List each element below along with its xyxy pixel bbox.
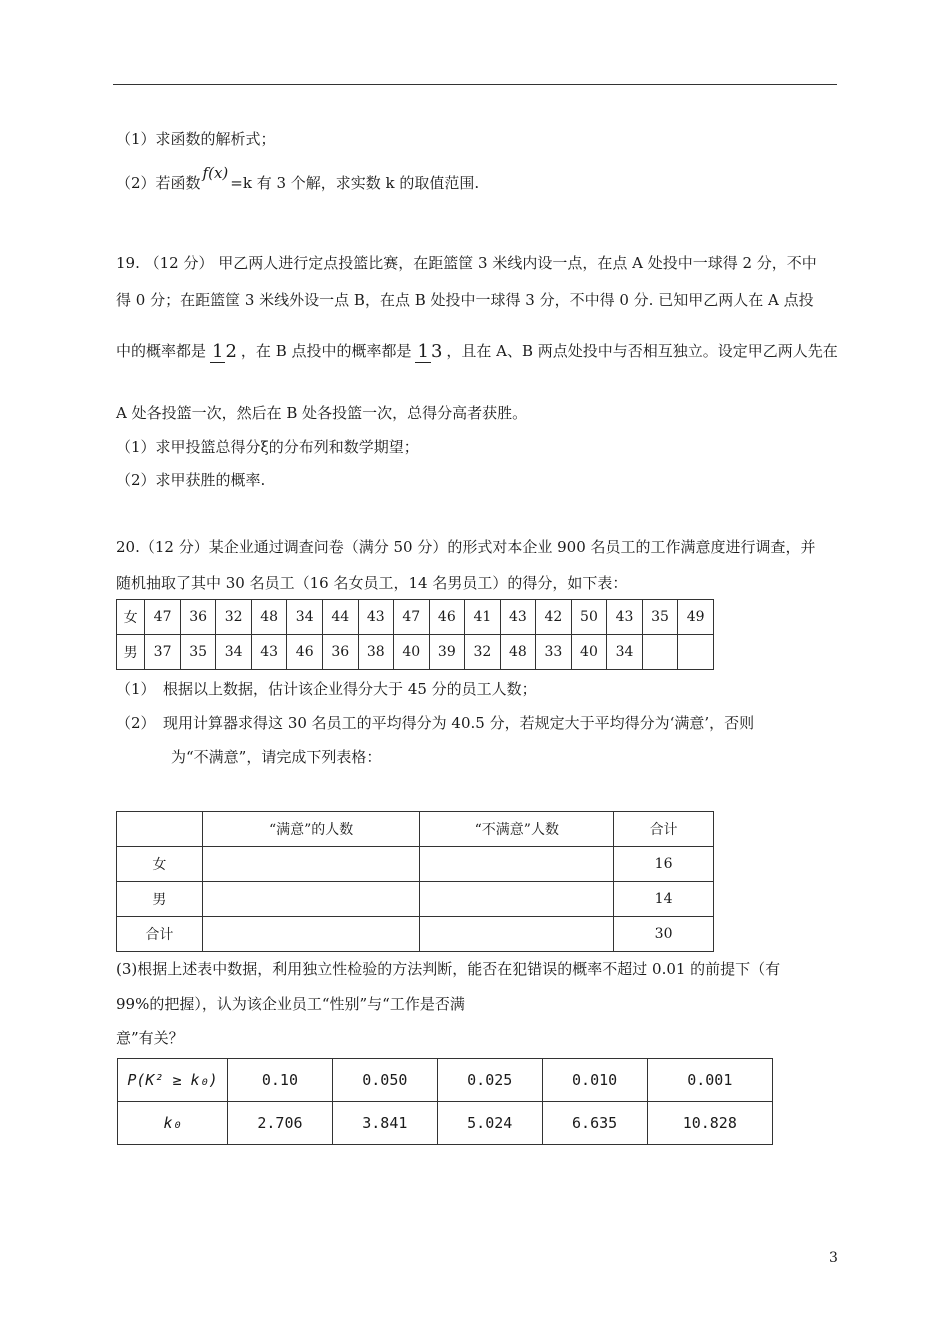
critical-value-row — [118, 1102, 773, 1145]
q19-line3-c: ，且在 A、B 两点处投中与否相互独立。设定甲乙两人先在 — [446, 342, 838, 360]
contingency-row-male — [117, 882, 714, 917]
score-cell: 37 — [145, 635, 181, 670]
row-label: 女 — [117, 847, 203, 882]
header-cell: “满意”的人数 — [202, 812, 420, 847]
q19-line3-b: ，在 B 点投中的概率都是 — [240, 342, 412, 360]
page-number: 3 — [829, 1250, 838, 1266]
q19-line3-a: 中的概率都是 — [116, 342, 207, 360]
score-cell: 32 — [216, 600, 252, 635]
score-cell: 32 — [465, 635, 501, 670]
header-rule — [113, 84, 837, 85]
critical-value-cell: 5.024 — [437, 1102, 542, 1145]
critical-value-cell: 10.828 — [647, 1102, 772, 1145]
score-cell — [678, 635, 714, 670]
scores-table — [116, 599, 714, 670]
blank-cell — [202, 882, 420, 917]
scores-row-male — [117, 635, 714, 670]
total-cell: 16 — [614, 847, 714, 882]
fraction-numerator: 1 — [417, 341, 429, 362]
probability-cell: 0.050 — [332, 1059, 437, 1102]
score-cell: 39 — [429, 635, 465, 670]
total-cell: 14 — [614, 882, 714, 917]
score-cell: 40 — [394, 635, 430, 670]
score-cell: 43 — [251, 635, 287, 670]
blank-cell — [420, 847, 614, 882]
header-cell: 合计 — [614, 812, 714, 847]
total-cell: 30 — [614, 917, 714, 952]
score-cell: 38 — [358, 635, 394, 670]
q19-line3 — [116, 340, 838, 363]
score-cell: 34 — [216, 635, 252, 670]
row-label: 合计 — [117, 917, 203, 952]
row-label: 男 — [117, 882, 203, 917]
score-cell: 35 — [180, 635, 216, 670]
fraction-denominator: 3 — [430, 341, 443, 362]
q19-line4: A 处各投篮一次，然后在 B 处各投篮一次，总得分高者获胜。 — [116, 404, 528, 422]
q18-function: f(x) — [202, 164, 229, 182]
score-cell: 49 — [678, 600, 714, 635]
score-cell: 46 — [287, 635, 323, 670]
score-cell — [642, 635, 678, 670]
q18-part1: （1）求函数的解析式； — [116, 130, 276, 148]
header-cell — [117, 812, 203, 847]
score-cell: 36 — [180, 600, 216, 635]
q19-part1: （1）求甲投篮总得分ξ的分布列和数学期望； — [116, 438, 419, 456]
fraction-numerator: 1 — [212, 341, 224, 362]
score-cell: 42 — [536, 600, 572, 635]
row-label: 女 — [117, 600, 145, 635]
score-cell: 47 — [145, 600, 181, 635]
q19-line2: 得 0 分；在距篮筐 3 米线外设一点 B，在点 B 处投中一球得 3 分，不中得 0 分. 已知甲乙两人在 A 点投 — [116, 291, 814, 309]
q18-part2 — [116, 164, 480, 193]
contingency-row-female — [117, 847, 714, 882]
q20-line2: 随机抽取了其中 30 名员工（16 名女员工，14 名男员工）的得分，如下表： — [116, 574, 628, 592]
probability-row — [118, 1059, 773, 1102]
score-cell: 50 — [571, 600, 607, 635]
header-cell: “不满意”人数 — [420, 812, 614, 847]
q20-part3-b: 99%的把握），认为该企业员工“性别”与“工作是否满 — [116, 995, 465, 1013]
probability-label: P(K² ≥ k₀) — [118, 1059, 228, 1102]
score-cell: 46 — [429, 600, 465, 635]
score-cell: 35 — [642, 600, 678, 635]
q20-part2-a: （2） 现用计算器求得这 30 名员工的平均得分为 40.5 分，若规定大于平均得分为‘满意’，否则 — [116, 714, 755, 732]
contingency-row-total — [117, 917, 714, 952]
score-cell: 41 — [465, 600, 501, 635]
score-cell: 34 — [607, 635, 643, 670]
q19-part2: （2）求甲获胜的概率. — [116, 471, 266, 489]
score-cell: 43 — [358, 600, 394, 635]
row-label: 男 — [117, 635, 145, 670]
q20-line1: 20.（12 分）某企业通过调查问卷（满分 50 分）的形式对本企业 900 名员工的工作满意度进行调查，并 — [116, 538, 816, 556]
q20-part3-a: (3)根据上述表中数据，利用独立性检验的方法判断，能否在犯错误的概率不超过 0.01 的前提下（有 — [116, 960, 781, 978]
q19-line1: 19. （12 分） 甲乙两人进行定点投篮比赛，在距篮筐 3 米线内设一点，在点 A 处投中一球得 2 分，不中 — [116, 254, 817, 272]
q18-part2-prefix: （2）若函数 — [116, 174, 201, 192]
critical-values-table — [117, 1058, 773, 1145]
critical-value-cell: 2.706 — [228, 1102, 333, 1145]
probability-cell: 0.010 — [542, 1059, 647, 1102]
fraction-one-third — [415, 341, 442, 363]
q18-part2-suffix: =k 有 3 个解，求实数 k 的取值范围. — [230, 174, 480, 192]
fraction-one-half — [210, 341, 237, 363]
blank-cell — [420, 882, 614, 917]
q20-part2-b: 为“不满意”，请完成下列表格： — [171, 748, 382, 766]
critical-value-label: k₀ — [118, 1102, 228, 1145]
score-cell: 40 — [571, 635, 607, 670]
score-cell: 33 — [536, 635, 572, 670]
score-cell: 48 — [500, 635, 536, 670]
probability-cell: 0.10 — [228, 1059, 333, 1102]
score-cell: 43 — [500, 600, 536, 635]
score-cell: 47 — [394, 600, 430, 635]
score-cell: 44 — [322, 600, 358, 635]
contingency-header-row — [117, 812, 714, 847]
critical-value-cell: 3.841 — [332, 1102, 437, 1145]
contingency-table — [116, 811, 714, 952]
probability-cell: 0.025 — [437, 1059, 542, 1102]
score-cell: 36 — [322, 635, 358, 670]
blank-cell — [420, 917, 614, 952]
probability-cell: 0.001 — [647, 1059, 772, 1102]
score-cell: 34 — [287, 600, 323, 635]
q20-part3-c: 意”有关？ — [116, 1029, 184, 1047]
blank-cell — [202, 917, 420, 952]
scores-row-female — [117, 600, 714, 635]
score-cell: 43 — [607, 600, 643, 635]
critical-value-cell: 6.635 — [542, 1102, 647, 1145]
score-cell: 48 — [251, 600, 287, 635]
fraction-denominator: 2 — [225, 341, 237, 362]
q20-part1: （1） 根据以上数据，估计该企业得分大于 45 分的员工人数； — [116, 680, 537, 698]
blank-cell — [202, 847, 420, 882]
